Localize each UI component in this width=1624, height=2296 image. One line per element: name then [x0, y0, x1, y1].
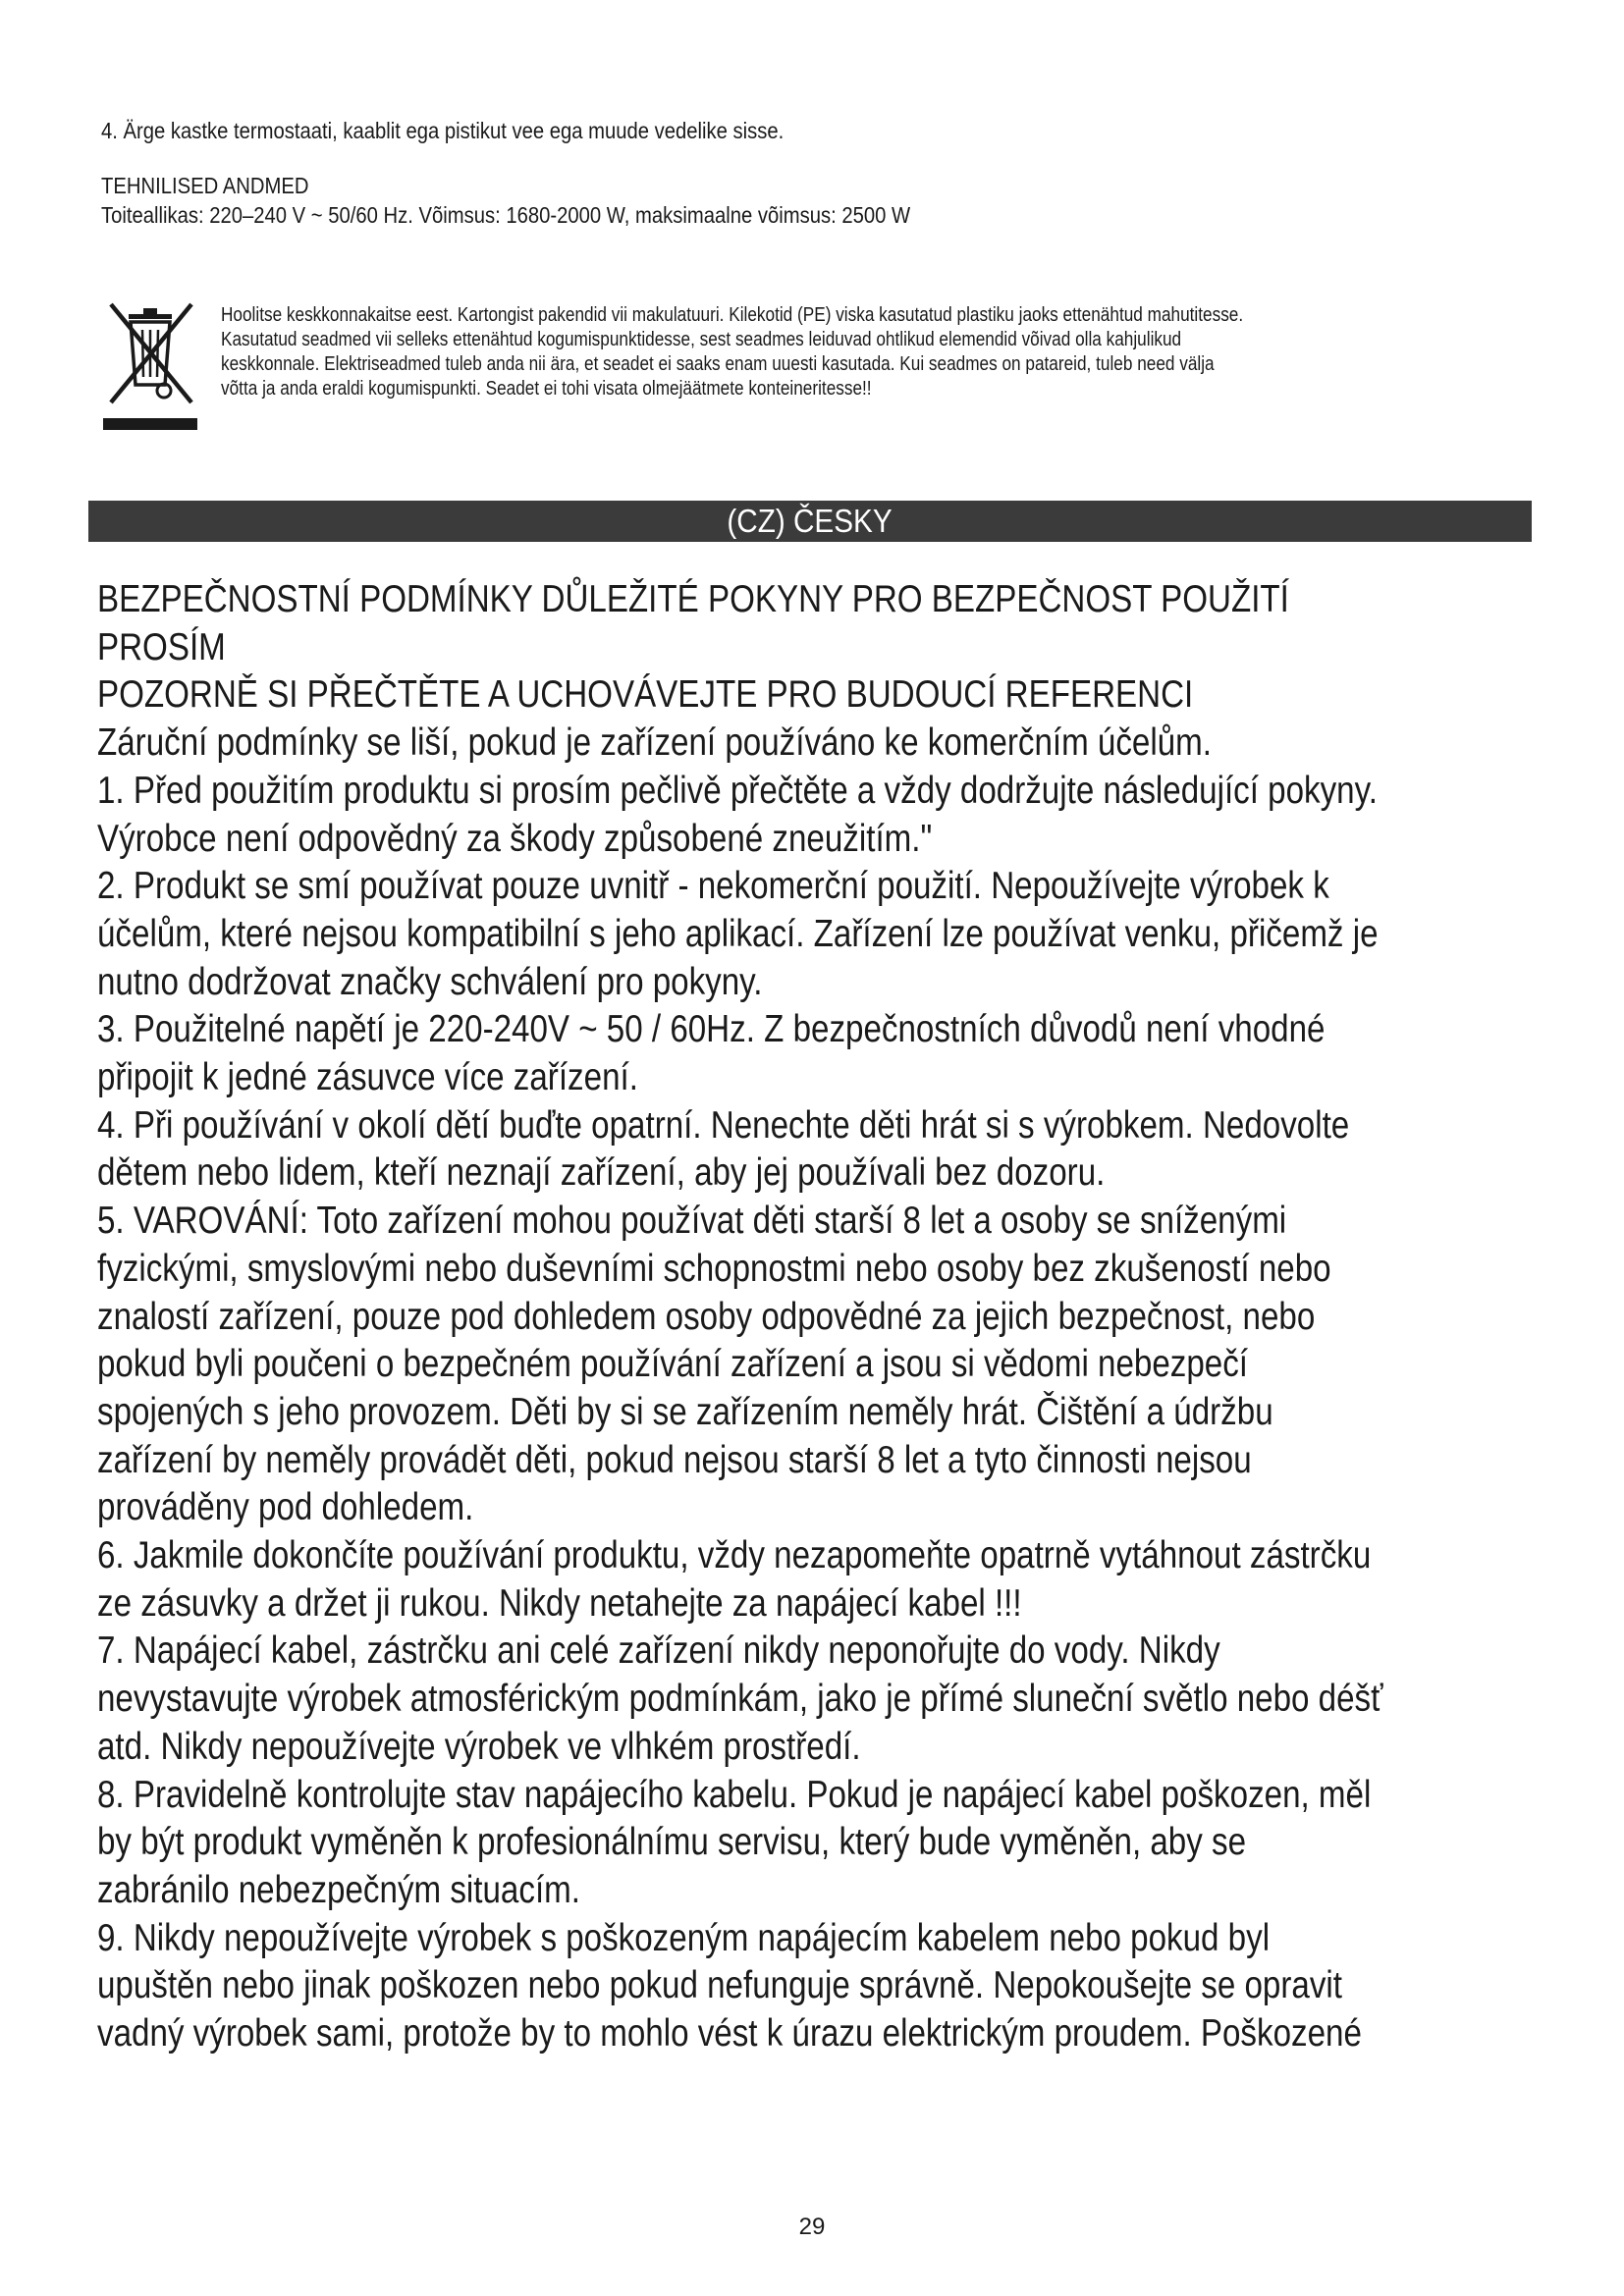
czech-text-line: by být produkt vyměněn k profesionálnímu servisu, který bude vyměněn, aby se [97, 1821, 1247, 1864]
czech-text-line: pokud byli poučeni o bezpečném používání zařízení a jsou si vědomi nebezpečí [97, 1343, 1249, 1386]
page-number: 29 [798, 2214, 826, 2240]
environment-line: võtta ja anda eraldi kogumispunkti. Seadet ei tohi visata olmejäätmete konteineritesse!! [221, 378, 872, 400]
language-section-bar [88, 501, 1532, 542]
czech-section [97, 576, 1516, 2058]
technical-data-heading: TEHNILISED ANDMED [101, 173, 309, 198]
czech-text-line: 3. Použitelné napětí je 220-240V ~ 50 / 60Hz. Z bezpečnostních důvodů není vhodné [97, 1008, 1326, 1051]
czech-text-line: účelům, které nejsou kompatibilní s jeho aplikací. Zařízení lze používat venku, přičemž je [97, 912, 1379, 955]
technical-specs: Toiteallikas: 220–240 V ~ 50/60 Hz. Võimsus: 1680-2000 W, maksimaalne võimsus: 2500 W [101, 202, 911, 228]
estonian-section [101, 116, 1363, 230]
czech-text-line: spojených s jeho provozem. Děti by si se zařízením neměly hrát. Čištění a údržbu [97, 1390, 1273, 1433]
czech-heading-line: POZORNĚ SI PŘEČTĚTE A UCHOVÁVEJTE PRO BUDOUCÍ REFERENCI [97, 673, 1194, 717]
czech-text-line: připojit k jedné zásuvce více zařízení. [97, 1056, 638, 1099]
czech-text-line: 6. Jakmile dokončíte používání produktu, vždy nezapomeňte opatrně vytáhnout zástrčku [97, 1534, 1372, 1577]
language-label: (CZ) ČESKY [727, 503, 893, 539]
czech-text-line: zabránilo nebezpečným situacím. [97, 1868, 580, 1911]
czech-text-line: Výrobce není odpovědný za škody způsobené zneužitím." [97, 817, 933, 860]
czech-text-line: 5. VAROVÁNÍ: Toto zařízení mohou používat děti starší 8 let a osoby se sníženými [97, 1200, 1287, 1243]
czech-heading-line: BEZPEČNOSTNÍ PODMÍNKY DŮLEŽITÉ POKYNY PRO BEZPEČNOST POUŽITÍ [97, 578, 1289, 620]
czech-text-line: fyzickými, smyslovými nebo duševními schopnostmi nebo osoby bez zkušeností nebo [97, 1247, 1331, 1290]
czech-text-line: dětem nebo lidem, kteří neznají zařízení, aby jej používali bez dozoru. [97, 1151, 1106, 1195]
czech-text-line: upuštěn nebo jinak poškozen nebo pokud nefunguje správně. Nepokoušejte se opravit [97, 1964, 1342, 2007]
environment-notice [221, 303, 1530, 401]
czech-text-line: Záruční podmínky se liší, pokud je zařízení používáno ke komerčním účelům. [97, 721, 1212, 765]
environment-line: keskkonnale. Elektriseadmed tuleb anda nii ära, et seadet ei saaks enam uuesti kasutada. Kui seadmes on patareid, tuleb need välja [221, 353, 1215, 375]
czech-text-line: zařízení by neměly provádět děti, pokud nejsou starší 8 let a tyto činnosti nejsou [97, 1438, 1252, 1481]
czech-heading-line: PROSÍM [97, 625, 226, 668]
czech-text-line: nutno dodržovat značky schválení pro pokyny. [97, 960, 763, 1003]
czech-text-line: 9. Nikdy nepoužívejte výrobek s poškozeným napájecím kabelem nebo pokud byl [97, 1916, 1271, 1959]
czech-text-line: prováděny pod dohledem. [97, 1486, 474, 1529]
czech-text-line: 7. Napájecí kabel, zástrčku ani celé zařízení nikdy neponořujte do vody. Nikdy [97, 1629, 1220, 1673]
environment-line: Kasutatud seadmed vii selleks ettenähtud kogumispunktidesse, sest seadmes leiduvad ohtlikud elemendid võivad olla kahjulikud [221, 329, 1182, 350]
czech-text-line: ze zásuvky a držet ji rukou. Nikdy netahejte za napájecí kabel !!! [97, 1581, 1022, 1625]
estonian-item-4: 4. Ärge kastke termostaati, kaablit ega pistikut vee ega muude vedelike sisse. [101, 118, 785, 143]
czech-text-line: 4. Při používání v okolí dětí buďte opatrní. Nenechte děti hrát si s výrobkem. Nedovolte [97, 1103, 1350, 1147]
czech-text-line: 8. Pravidelně kontrolujte stav napájecího kabelu. Pokud je napájecí kabel poškozen, měl [97, 1773, 1372, 1816]
czech-text-line: nevystavujte výrobek atmosférickým podmínkám, jako je přímé sluneční světlo nebo déšť [97, 1678, 1383, 1721]
czech-text-line: atd. Nikdy nepoužívejte výrobek ve vlhkém prostředí. [97, 1725, 861, 1768]
czech-text-line: vadný výrobek sami, protože by to mohlo vést k úrazu elektrickým proudem. Poškozené [97, 2012, 1362, 2056]
czech-text-line: 2. Produkt se smí používat pouze uvnitř - nekomerční použití. Nepoužívejte výrobek k [97, 865, 1329, 908]
czech-text-line: znalostí zařízení, pouze pod dohledem osoby odpovědné za jejich bezpečnost, nebo [97, 1295, 1316, 1338]
crossed-out-wheelie-bin-icon [101, 293, 199, 430]
environment-line: Hoolitse keskkonnakaitse eest. Kartongist pakendid vii makulatuuri. Kilekotid (PE) viska kasutatud plastiku jaoks ettenähtud mahutitesse. [221, 304, 1244, 326]
czech-text-line: 1. Před použitím produktu si prosím pečlivě přečtěte a vždy dodržujte následující pokyny. [97, 769, 1378, 812]
